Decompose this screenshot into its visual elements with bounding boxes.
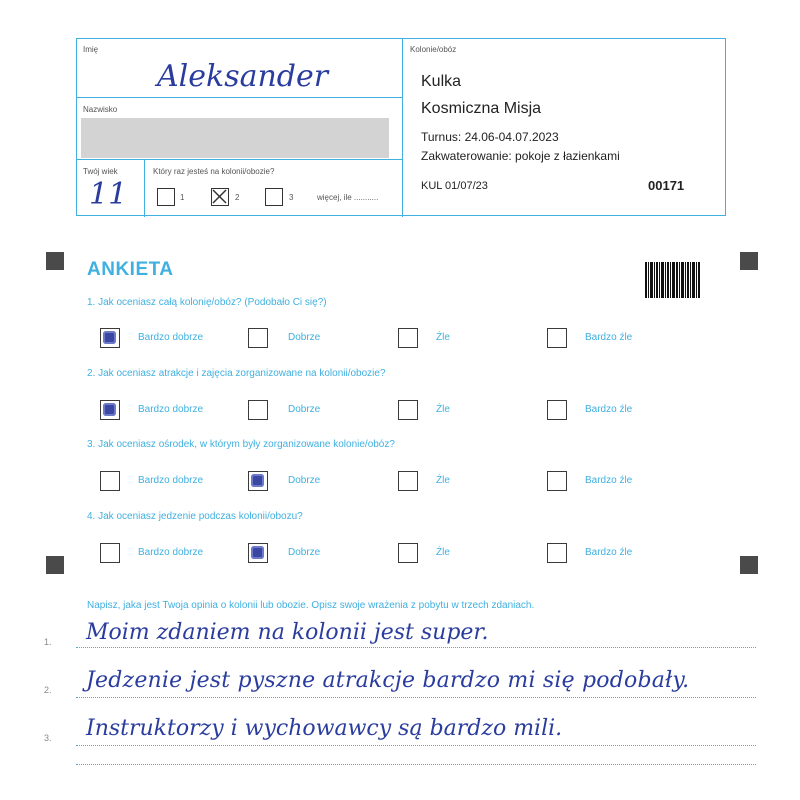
question-2: 2. Jak oceniasz atrakcje i zajęcia zorganizowane na kolonii/obozie? [87, 368, 386, 379]
q4-checkbox-dobrze[interactable] [248, 543, 268, 563]
times-checkbox-2[interactable] [211, 188, 229, 206]
turnus-dates: Turnus: 24.06-04.07.2023 [421, 130, 559, 144]
q1-option-zle: Źle [436, 332, 450, 343]
q4-option-bardzo-zle: Bardzo źle [585, 547, 633, 558]
camp-label: Kolonie/obóz [410, 45, 457, 54]
camp-info-box [76, 38, 726, 216]
opinion-line-1[interactable]: Moim zdaniem na kolonii jest super. [86, 620, 489, 645]
times-option-more: więcej, ile ........... [317, 193, 379, 202]
times-checkbox-1[interactable] [157, 188, 175, 206]
dotted-line-1 [76, 647, 756, 648]
dotted-line-3 [76, 745, 756, 746]
q2-option-bardzo-dobrze: Bardzo dobrze [138, 404, 204, 415]
q3-checkbox-bardzo-zle[interactable] [547, 471, 567, 491]
q3-checkbox-zle[interactable] [398, 471, 418, 491]
q1-checkbox-zle[interactable] [398, 328, 418, 348]
lodging-info: Zakwaterowanie: pokoje z łazienkami [421, 149, 620, 163]
dotted-line-4 [76, 764, 756, 765]
registration-marker-bottom-right [740, 556, 758, 574]
question-1: 1. Jak oceniasz całą kolonię/obóz? (Podobało Ci się?) [87, 297, 327, 308]
opinion-line-3[interactable]: Instruktorzy i wychowawcy są bardzo mili. [86, 716, 563, 741]
q3-option-zle: Źle [436, 475, 450, 486]
name-value[interactable]: Aleksander [157, 59, 329, 94]
q2-option-dobrze: Dobrze [288, 404, 321, 415]
question-3: 3. Jak oceniasz ośrodek, w którym były zorganizowane kolonie/obóz? [87, 439, 395, 450]
form-number: 00171 [648, 178, 685, 193]
q2-checkbox-zle[interactable] [398, 400, 418, 420]
line-number-2: 2. [44, 685, 52, 695]
q3-option-bardzo-zle: Bardzo źle [585, 475, 633, 486]
name-label: Imię [83, 45, 99, 54]
q1-checkbox-dobrze[interactable] [248, 328, 268, 348]
times-option-3: 3 [289, 193, 294, 202]
q3-checkbox-bardzo-dobrze[interactable] [100, 471, 120, 491]
line-number-3: 3. [44, 733, 52, 743]
times-checkbox-3[interactable] [265, 188, 283, 206]
q2-checkbox-dobrze[interactable] [248, 400, 268, 420]
times-option-2: 2 [235, 193, 240, 202]
survey-title: ANKIETA [87, 259, 174, 280]
question-4: 4. Jak oceniasz jedzenie podczas kolonii/obozu? [87, 511, 303, 522]
q2-option-zle: Źle [436, 404, 450, 415]
q3-option-dobrze: Dobrze [288, 475, 321, 486]
times-label: Który raz jesteś na kolonii/obozie? [153, 167, 275, 176]
line-number-1: 1. [44, 637, 52, 647]
q4-option-zle: Źle [436, 547, 450, 558]
age-label: Twój wiek [83, 167, 118, 176]
times-option-1: 1 [180, 193, 185, 202]
q2-checkbox-bardzo-zle[interactable] [547, 400, 567, 420]
q4-checkbox-bardzo-dobrze[interactable] [100, 543, 120, 563]
q4-option-dobrze: Dobrze [288, 547, 321, 558]
camp-code: KUL 01/07/23 [421, 180, 488, 192]
q1-checkbox-bardzo-zle[interactable] [547, 328, 567, 348]
surname-redaction [81, 118, 389, 158]
surname-label: Nazwisko [83, 105, 118, 114]
q4-checkbox-bardzo-zle[interactable] [547, 543, 567, 563]
opinion-line-2[interactable]: Jedzenie jest pyszne atrakcje bardzo mi się podobały. [86, 668, 690, 693]
q3-option-bardzo-dobrze: Bardzo dobrze [138, 475, 204, 486]
camp-program: Kosmiczna Misja [421, 100, 542, 117]
x-mark-icon [212, 189, 227, 204]
q2-option-bardzo-zle: Bardzo źle [585, 404, 633, 415]
age-value[interactable]: 11 [89, 177, 128, 212]
registration-marker-bottom-left [46, 556, 64, 574]
q1-checkbox-bardzo-dobrze[interactable] [100, 328, 120, 348]
opinion-prompt: Napisz, jaka jest Twoja opinia o kolonii lub obozie. Opisz swoje wrażenia z pobytu w trzech zdaniach. [87, 600, 535, 611]
q3-checkbox-dobrze[interactable] [248, 471, 268, 491]
dotted-line-2 [76, 697, 756, 698]
q4-checkbox-zle[interactable] [398, 543, 418, 563]
q2-checkbox-bardzo-dobrze[interactable] [100, 400, 120, 420]
registration-marker-top-right [740, 252, 758, 270]
q4-option-bardzo-dobrze: Bardzo dobrze [138, 547, 204, 558]
camp-name: Kulka [421, 73, 462, 90]
registration-marker-top-left [46, 252, 64, 270]
q1-option-dobrze: Dobrze [288, 332, 321, 343]
barcode [645, 262, 700, 298]
q1-option-bardzo-zle: Bardzo źle [585, 332, 633, 343]
q1-option-bardzo-dobrze: Bardzo dobrze [138, 332, 204, 343]
